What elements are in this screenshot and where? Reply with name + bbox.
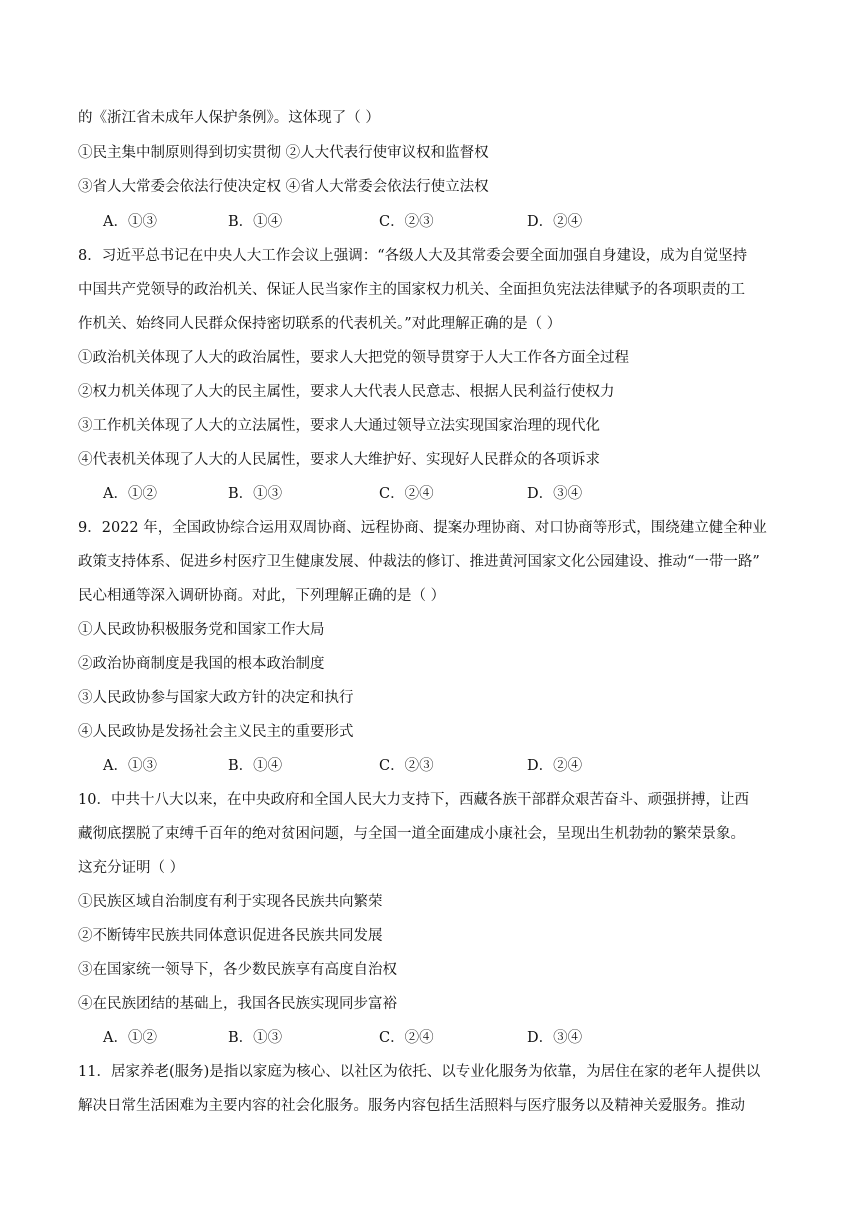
q9-stem-line-3: 民心相通等深入调研协商。对此，下列理解正确的是（ ） <box>78 588 446 604</box>
q9-statement-1: ①人民政协积极服务党和国家工作大局 <box>78 622 325 638</box>
q10-option-b[interactable]: B．①③ <box>228 1030 283 1046</box>
q9-option-b[interactable]: B．①④ <box>228 758 283 774</box>
q7-option-c[interactable]: C．②③ <box>379 214 434 230</box>
q9-statement-3: ③人民政协参与国家大政方针的决定和执行 <box>78 690 354 706</box>
q10-stem-line-1: 10．中共十八大以来，在中央政府和全国人民大力支持下，西藏各族干部群众艰苦奋斗、顽强拼搏，让西 <box>78 792 749 808</box>
q8-stem-line-2: 中国共产党领导的政治机关、保证人民当家作主的国家权力机关、全面担负宪法法律赋予的各项职责的工 <box>78 282 745 298</box>
q9-stem-line-1: 9．2022 年，全国政协综合运用双周协商、远程协商、提案办理协商、对口协商等形式，围绕建立健全种业 <box>78 520 767 536</box>
q8-option-c[interactable]: C．②④ <box>379 486 434 502</box>
q7-option-a[interactable]: A．①③ <box>103 214 157 230</box>
q10-statement-2: ②不断铸牢民族共同体意识促进各民族共同发展 <box>78 928 383 944</box>
q9-option-d[interactable]: D．②④ <box>527 758 583 774</box>
q9-stem-line-2: 政策支持体系、促进乡村医疗卫生健康发展、仲裁法的修订、推进黄河国家文化公园建设、推动“一带一路” <box>78 554 760 570</box>
q8-option-b[interactable]: B．①③ <box>228 486 283 502</box>
q8-statement-2: ②权力机关体现了人大的民主属性，要求人大代表人民意志、根据人民利益行使权力 <box>78 384 615 400</box>
q8-stem-line-3: 作机关、始终同人民群众保持密切联系的代表机关。”对此理解正确的是（ ） <box>78 316 562 332</box>
q7-statements-row-2: ③省人大常委会依法行使决定权 ④省人大常委会依法行使立法权 <box>78 179 489 195</box>
q7-option-b[interactable]: B．①④ <box>228 214 283 230</box>
q10-statement-4: ④在民族团结的基础上，我国各民族实现同步富裕 <box>78 996 397 1012</box>
q8-statement-3: ③工作机关体现了人大的立法属性，要求人大通过领导立法实现国家治理的现代化 <box>78 418 600 434</box>
q11-stem-line-2: 解决日常生活困难为主要内容的社会化服务。服务内容包括生活照料与医疗服务以及精神关爱服务。推动 <box>78 1098 745 1114</box>
q9-option-c[interactable]: C．②③ <box>379 758 434 774</box>
q10-stem-line-2: 藏彻底摆脱了束缚千百年的绝对贫困问题，与全国一道全面建成小康社会，呈现出生机勃勃的繁荣景象。 <box>78 826 745 842</box>
q9-statement-2: ②政治协商制度是我国的根本政治制度 <box>78 656 325 672</box>
q9-statement-4: ④人民政协是发扬社会主义民主的重要形式 <box>78 724 354 740</box>
q8-stem-line-1: 8．习近平总书记在中央人大工作会议上强调：“各级人大及其常委会要全面加强自身建设，成为自觉坚持 <box>78 248 748 264</box>
q10-option-a[interactable]: A．①② <box>103 1030 157 1046</box>
q10-option-c[interactable]: C．②④ <box>379 1030 434 1046</box>
q7-statements-row-1: ①民主集中制原则得到切实贯彻 ②人大代表行使审议权和监督权 <box>78 145 489 161</box>
q8-option-d[interactable]: D．③④ <box>527 486 583 502</box>
q10-statement-1: ①民族区域自治制度有利于实现各民族共向繁荣 <box>78 894 383 910</box>
q10-statement-3: ③在国家统一领导下，各少数民族享有高度自治权 <box>78 962 397 978</box>
q8-option-a[interactable]: A．①② <box>103 486 157 502</box>
q10-option-d[interactable]: D．③④ <box>527 1030 583 1046</box>
q7-stem-tail: 的《浙江省未成年人保护条例》。这体现了（ ） <box>78 110 380 126</box>
q11-stem-line-1: 11．居家养老(服务)是指以家庭为核心、以社区为依托、以专业化服务为依靠，为居住在家的老年人提供以 <box>78 1064 761 1080</box>
q8-statement-1: ①政治机关体现了人大的政治属性，要求人大把党的领导贯穿于人大工作各方面全过程 <box>78 350 629 366</box>
q7-option-d[interactable]: D．②④ <box>527 214 583 230</box>
q10-stem-line-3: 这充分证明（ ） <box>78 860 185 876</box>
q9-option-a[interactable]: A．①③ <box>103 758 157 774</box>
q8-statement-4: ④代表机关体现了人大的人民属性，要求人大维护好、实现好人民群众的各项诉求 <box>78 452 600 468</box>
